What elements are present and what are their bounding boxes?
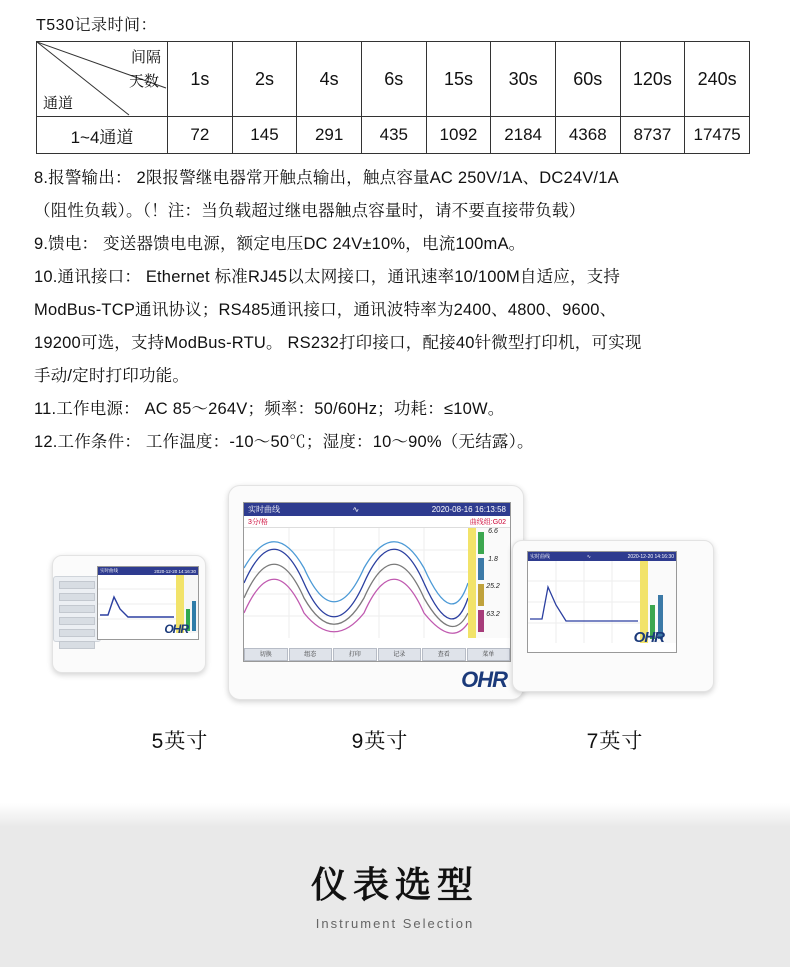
screen-button[interactable]: 记录	[378, 648, 422, 661]
spec-line: （阻性负载）。（！注：当负载超过继电器触点容量时，请不要直接带负载）	[34, 202, 586, 220]
screen-titlebar	[528, 552, 676, 561]
table-cell: 145	[232, 117, 297, 154]
screen-titlebar	[98, 567, 198, 575]
screen-button[interactable]: 查看	[422, 648, 466, 661]
table-header-cell: 2s	[232, 42, 297, 117]
screen-group-label: 曲线组:G02	[469, 518, 506, 526]
caption-9-inch: 9英寸	[351, 730, 409, 753]
device-9-inch	[228, 485, 524, 700]
table-cell: 1092	[426, 117, 491, 154]
screen-timestamp: 2020-08-16 16:13:58	[431, 505, 506, 514]
screen-wave-icon: ∿	[586, 553, 591, 560]
screen-button[interactable]: 组态	[289, 648, 333, 661]
spec-line: 9.馈电： 变送器馈电电源，额定电压DC 24V±10%，电流100mA。	[34, 235, 526, 253]
banner-title-en: Instrument Selection	[315, 916, 475, 931]
table-cell: 72	[168, 117, 233, 154]
product-photo-group	[0, 485, 790, 785]
legend-value: 63.2	[486, 610, 500, 618]
table-row	[37, 117, 750, 154]
table-header-row	[37, 42, 750, 117]
table-header-cell: 6s	[361, 42, 426, 117]
table-row-label: 1~4通道	[37, 117, 168, 154]
table-header-cell: 30s	[491, 42, 556, 117]
table-cell: 4368	[555, 117, 620, 154]
caption-5-inch: 5英寸	[151, 730, 209, 753]
brand-logo: OHR	[461, 667, 507, 692]
spec-line: 手动/定时打印功能。	[34, 367, 190, 385]
table-header-cell: 60s	[555, 42, 620, 117]
table-header-cell: 1s	[168, 42, 233, 117]
brand-logo: OHR	[633, 629, 664, 646]
section-banner	[0, 827, 790, 967]
device-7-inch-screen	[527, 551, 677, 653]
device-9-inch-screen	[243, 502, 511, 662]
device-5-inch-rear-housing	[53, 576, 101, 642]
table-header-cell: 120s	[620, 42, 685, 117]
legend-value: 25.2	[486, 583, 500, 590]
table-header-cell: 4s	[297, 42, 362, 117]
device-5-inch-screen	[97, 566, 199, 640]
spec-line: 12.工作条件： 工作温度：-10～50℃；湿度：10～90%（无结露）。	[34, 433, 534, 451]
table-cell: 291	[297, 117, 362, 154]
spec-line: 19200可选，支持ModBus-RTU。 RS232打印接口，配接40针微型打印机，可实现	[34, 334, 642, 352]
screen-scale-label: 3分/格	[248, 518, 268, 526]
screen-titlebar	[244, 503, 510, 516]
spec-line: 10.通讯接口： Ethernet 标准RJ45以太网接口，通讯速率10/100M自适应，支持	[34, 268, 621, 286]
corner-label-interval: 间隔	[130, 49, 161, 66]
screen-button[interactable]: 菜单	[467, 648, 511, 661]
table-corner-cell	[37, 42, 168, 117]
table-title: T530记录时间：	[36, 17, 157, 34]
corner-label-days: 天数	[128, 73, 159, 90]
screen-timestamp: 2020-12-20 14:16:30	[627, 553, 674, 560]
screen-subbar	[244, 516, 510, 528]
device-7-inch	[512, 540, 714, 692]
trend-curves-icon	[244, 528, 510, 638]
table-header-cell: 15s	[426, 42, 491, 117]
banner-gradient	[0, 803, 790, 827]
spec-line: 8.报警输出： 2限报警继电器常开触点输出，触点容量AC 250V/1A、DC24V/1A	[34, 169, 619, 187]
screen-title: 实时曲线	[530, 554, 551, 560]
screen-wave-icon: ∿	[352, 505, 360, 514]
brand-logo: OHR	[164, 622, 188, 636]
legend-value: 6.6	[488, 528, 498, 535]
record-time-table	[36, 41, 750, 154]
screen-button-bar[interactable]	[244, 648, 510, 661]
caption-7-inch: 7英寸	[586, 730, 644, 753]
table-cell: 2184	[491, 117, 556, 154]
banner-title-cn: 仪表选型	[310, 865, 479, 905]
device-5-inch	[52, 555, 206, 673]
spec-line: ModBus-TCP通讯协议；RS485通讯接口，通讯波特率为2400、4800、9600、	[34, 301, 617, 319]
screen-trend-plot	[244, 528, 510, 638]
screen-title: 实时曲线	[100, 568, 118, 573]
legend-value: 1.8	[488, 555, 498, 563]
screen-timestamp: 2020-12-20 14:16:30	[154, 568, 196, 574]
specifications-block	[0, 154, 790, 459]
screen-button[interactable]: 切换	[244, 648, 288, 661]
screen-button[interactable]: 打印	[333, 648, 377, 661]
table-cell: 17475	[685, 117, 750, 154]
table-header-cell: 240s	[685, 42, 750, 117]
corner-label-channel: 通道	[43, 95, 74, 112]
caption-row	[0, 725, 790, 765]
table-cell: 8737	[620, 117, 685, 154]
table-cell: 435	[361, 117, 426, 154]
screen-title: 实时曲线	[248, 505, 280, 514]
spec-line: 11.工作电源： AC 85～264V；频率：50/60Hz；功耗：≤10W。	[34, 400, 505, 418]
screen-legend-values	[476, 528, 510, 638]
